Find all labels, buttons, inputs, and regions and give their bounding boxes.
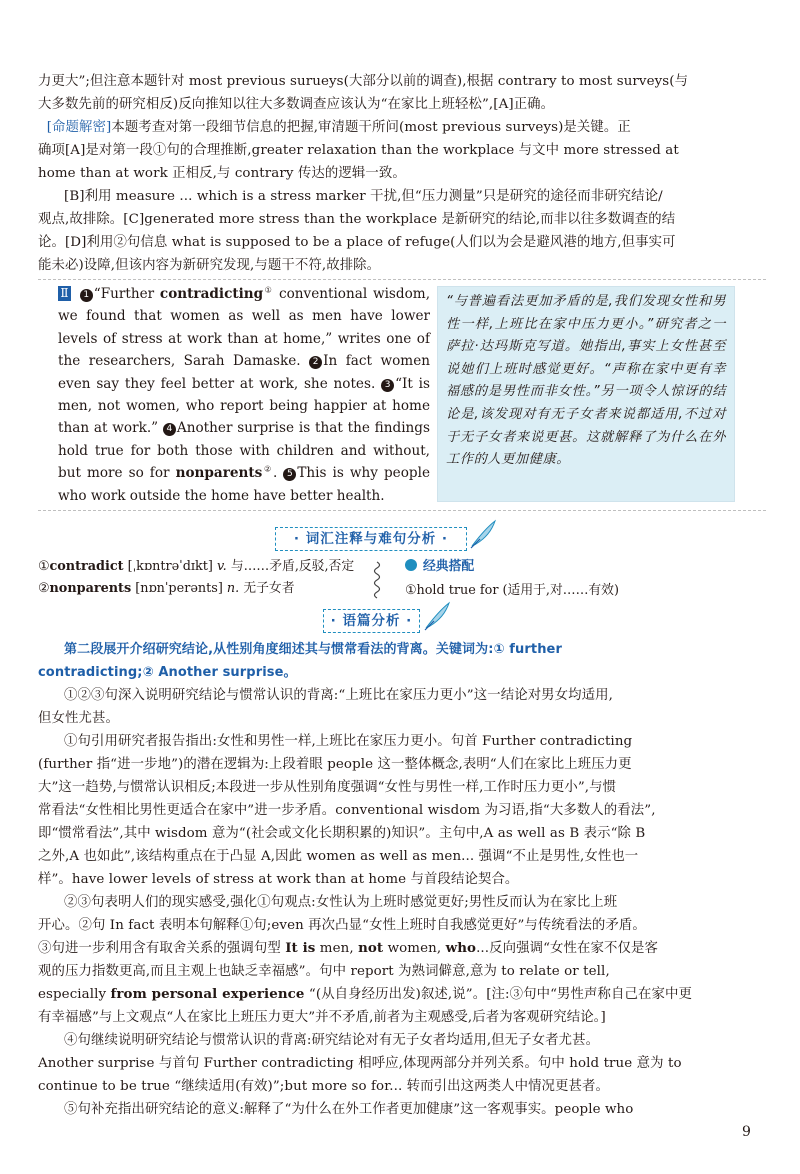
collocation-title: 经典搭配 xyxy=(405,556,474,578)
analysis-p2-d: 常看法“女性相比男性更适合在家中”进一步矛盾。conventional wisdom 为习语,指“大多数人的看法”, xyxy=(38,803,656,818)
sentence-number-5: 5 xyxy=(283,468,296,481)
section-divider-2 xyxy=(38,510,766,511)
sentence-number-3: 3 xyxy=(381,379,394,392)
page-number: 9 xyxy=(742,1124,751,1140)
sentence-number-4: 4 xyxy=(163,423,176,436)
analysis-p2-f: 之外,A 也如此”,该结构重点在于凸显 A,因此 women as well as men... 强调“不止是男性,女性也一 xyxy=(38,849,639,864)
sentence-number-1: 1 xyxy=(80,289,93,302)
vocab-entry-2: ②nonparents [nɒnˈperənts] n. 无子女者 xyxy=(38,581,295,596)
prev-line-5: home than at work 正相反,与 contrary 传达的逻辑一致。 xyxy=(38,166,406,181)
analysis-p4-b: Another surprise 与首句 Further contradicting 相呼应,体现两部分并列关系。句中 hold true 意为 to xyxy=(38,1056,682,1071)
analysis-p3-b: 开心。②句 In fact 表明本句解释①句;even 再次凸显“女性上班时自我感觉更好”与传统看法的矛盾。 xyxy=(38,918,646,933)
analysis-p2-b: (further 指“进一步地”)的潜在逻辑为:上段着眼 people 这一整体概念,表明“人们在家比上班压力更 xyxy=(38,757,632,772)
analysis-p2-g: 样”。have lower levels of stress at work than at home 与首段结论契合。 xyxy=(38,872,519,887)
quill-pen-icon-2 xyxy=(422,600,452,632)
prev-line-7: 观点,故排除。[C]generated more stress than the workplace 是新研究的结论,而非以往多数调查的结 xyxy=(38,212,676,227)
passage-paragraph-2: Ⅱ 1 “Further contradicting① conventional wisdom, we found that women as well as men have lower levels of stress at work than at home,” writes one of the researchers, Sarah Damaske. 2 In fact women even say they feel better at work, she notes. 3 “It is men, not women, who report being happier at home than at work.” 4 Another surprise is that the findings hold true for both those with children and without, but more so for nonparents②. 5 This is why people who work outside the home have better health. xyxy=(58,285,431,504)
analysis-banner: · 语篇分析 · xyxy=(323,609,420,633)
analysis-intro-2: contradicting;② Another surprise。 xyxy=(38,665,297,680)
analysis-intro-1: 第二段展开介绍研究结论,从性别角度细述其与惯常看法的背离。关键词为:① further xyxy=(64,642,562,657)
analysis-p3-f: 有幸福感”与上文观点“人在家比上班压力更大”并不矛盾,前者为主观感受,后者为客观研究结论。] xyxy=(38,1010,606,1025)
bullet-dot-icon xyxy=(405,559,417,571)
paragraph-number-badge: Ⅱ xyxy=(58,286,71,301)
analysis-p3-c: ③句进一步利用含有取舍关系的强调句型 It is men, not women, who...反向强调“女性在家不仅是客 xyxy=(38,940,658,956)
analysis-p3-e: especially from personal experience “(从自身经历出发)叙述,说”。[注:③句中“男性声称自己在家中更 xyxy=(38,986,692,1002)
prev-line-3: [命题解密]本题考查对第一段细节信息的把握,审清题干所问(most previous surveys)是关键。正 xyxy=(46,120,631,135)
vocab-banner: · 词汇注释与难句分析 · xyxy=(275,527,467,551)
prev-line-8: 论。[D]利用②句信息 what is supposed to be a place of refuge(人们以为会是避风港的地方,但事实可 xyxy=(38,235,676,250)
analysis-p1-b: 但女性尤甚。 xyxy=(38,711,119,726)
analysis-p3-d: 观的压力指数更高,而且主观上也缺乏幸福感”。句中 report 为熟词僻意,意为 to relate or tell, xyxy=(38,964,610,979)
prev-line-6: [B]利用 measure ... which is a stress marker 干扰,但“压力测量”只是研究的途径而非研究结论/ xyxy=(64,189,663,204)
analysis-p4-a: ④句继续说明研究结论与惯常认识的背离:研究结论对有无子女者均适用,但无子女者尤甚。 xyxy=(64,1033,600,1048)
analysis-p4-c: continue to be true “继续适用(有效)”;but more so for... 转而引出这两类人中情况更甚者。 xyxy=(38,1079,610,1094)
vocab-entry-1: ①contradict [ˌkɒntrəˈdɪkt] v. 与……矛盾,反驳,否定 xyxy=(38,559,355,574)
keyword-contradicting: contradicting xyxy=(159,286,264,302)
spiral-binding-icon xyxy=(370,560,384,604)
analysis-p2-c: 大”这一趋势,与惯常认识相反;本段进一步从性别角度强调“女性与男性一样,工作时压力更小”,与惯 xyxy=(38,780,617,795)
section-divider xyxy=(38,279,766,280)
analysis-p5-a: ⑤句补充指出研究结论的意义:解释了“为什么在外工作者更加健康”这一客观事实。people who xyxy=(64,1102,634,1117)
prev-line-1: 力更大”;但注意本题针对 most previous surueys(大部分以前的调查),根据 contrary to most surveys(与 xyxy=(38,74,689,89)
question-decode-tag: [命题解密] xyxy=(46,120,112,135)
analysis-p2-a: ①句引用研究者报告指出:女性和男性一样,上班比在家压力更小。句首 Further contradicting xyxy=(64,734,633,749)
analysis-p1-a: ①②③句深入说明研究结论与惯常认识的背离:“上班比在家压力更小”这一结论对男女均适用, xyxy=(64,688,613,703)
prev-line-2: 大多数先前的研究相反)反向推知以往大多数调查应该认为“在家比上班轻松”,[A]正确。 xyxy=(38,97,555,112)
analysis-p3-a: ②③句表明人们的现实感受,强化①句观点:女性认为上班时感觉更好;男性反而认为在家比上班 xyxy=(64,895,618,910)
sentence-number-2: 2 xyxy=(309,356,322,369)
translation-text: “与普遍看法更加矛盾的是,我们发现女性和男性一样,上班比在家中压力更小。”研究者之一萨拉·达玛斯克写道。她指出,事实上女性甚至说她们上班时感觉更好。“声称在家中更有幸福感的是男性而非女性。”另一项令人惊讶的结论是,该发现对有无子女者来说都适用,不过对于无子女者来说更甚。这就解释了为什么在外工作的人更加健康。 xyxy=(446,294,726,468)
quill-pen-icon xyxy=(468,518,498,550)
prev-line-4: 确项[A]是对第一段①句的合理推断,greater relaxation than the workplace 与文中 more stressed at xyxy=(38,143,679,158)
keyword-nonparents: nonparents xyxy=(175,465,263,482)
collocation-item: ①hold true for (适用于,对……有效) xyxy=(405,583,619,598)
analysis-p2-e: 即“惯常看法”,其中 wisdom 意为“(社会或文化长期积累的)知识”。主句中,A as well as B 表示“除 B xyxy=(38,826,646,841)
prev-line-9: 能未必)设障,但该内容为新研究发现,与题干不符,故排除。 xyxy=(38,258,381,273)
translation-box xyxy=(437,286,735,502)
